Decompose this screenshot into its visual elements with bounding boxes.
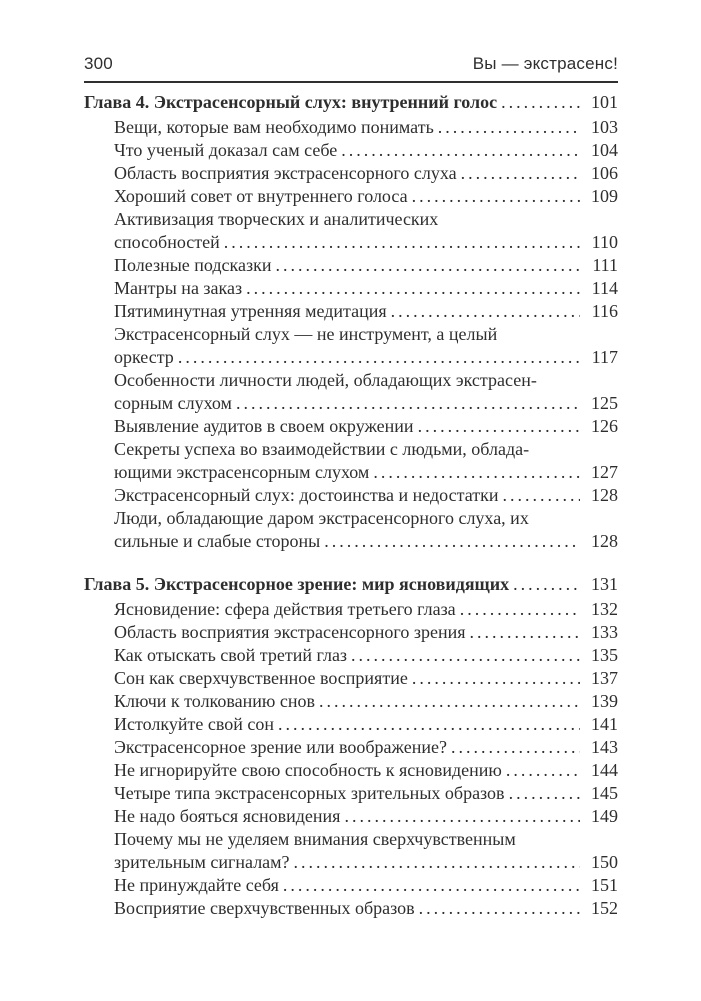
page-number: 143 (591, 737, 618, 757)
dot-leader (451, 736, 580, 759)
page-number: 126 (591, 416, 618, 436)
dot-leader (344, 805, 580, 828)
page-number: 125 (591, 393, 618, 413)
dot-leader (412, 667, 580, 690)
page-number: 149 (591, 806, 618, 826)
toc-entry (84, 116, 618, 139)
dot-leader (276, 254, 581, 277)
dot-leader (506, 759, 580, 782)
toc-entry (84, 162, 618, 185)
toc-title-text: Экстрасенсорное зрение или воображение? (114, 737, 447, 757)
toc-title-text: Люди, обладающие даром экстрасенсорного слуха, их (114, 508, 529, 528)
dot-leader (438, 116, 580, 139)
toc-entry-line (84, 713, 618, 736)
toc-entry (84, 277, 618, 300)
dot-leader (278, 713, 580, 736)
toc-entry (84, 759, 618, 782)
dot-leader (502, 484, 580, 507)
toc-title-text: Область восприятия экстрасенсорного слуха (114, 163, 457, 183)
page-number: 128 (591, 485, 618, 505)
header-running-title: Вы — экстрасенс! (472, 54, 618, 73)
toc-entry (84, 507, 618, 553)
toc-title-text: способностей (114, 232, 220, 252)
header-page-number: 300 (84, 54, 113, 73)
toc-entry (84, 713, 618, 736)
page-number: 101 (591, 92, 618, 112)
page-number: 133 (591, 622, 618, 642)
toc-title-text: ющими экстрасенсорным слухом (114, 462, 370, 482)
toc-entry (84, 208, 618, 254)
toc-title-text: зрительным сигналам? (114, 852, 290, 872)
dot-leader (178, 346, 580, 369)
page-number: 104 (591, 140, 618, 160)
toc-entry (84, 897, 618, 920)
page-header (84, 54, 618, 83)
toc-title-text: Как отыскать свой третий глаз (114, 645, 348, 665)
toc-entry (84, 690, 618, 713)
toc-entry (84, 805, 618, 828)
dot-leader (373, 461, 580, 484)
toc-title-text: Сон как сверхчувственное восприятие (114, 668, 408, 688)
toc-entry (84, 644, 618, 667)
toc-entry-line (84, 507, 618, 530)
toc-entry-line (84, 369, 618, 392)
page-number: 152 (591, 898, 618, 918)
toc-title-text: Не надо бояться ясновидения (114, 806, 341, 826)
toc-entry-line (84, 667, 618, 690)
toc-title-text: сильные и слабые стороны (114, 531, 321, 551)
dot-leader (324, 530, 580, 553)
dot-leader (461, 162, 580, 185)
toc-title-text: Не принуждайте себя (114, 875, 279, 895)
page-number: 117 (591, 347, 618, 367)
dot-leader (460, 598, 580, 621)
toc-entry (84, 323, 618, 369)
toc-title-text: Не игнорируйте свою способность к ясновидению (114, 760, 502, 780)
toc-title-text: Хороший совет от внутреннего голоса (114, 186, 408, 206)
page-number: 145 (591, 783, 618, 803)
toc-entry-line (84, 254, 618, 277)
toc-entry-line (84, 323, 618, 346)
toc-entry-line (84, 346, 618, 369)
dot-leader (391, 300, 580, 323)
page-number: 151 (591, 875, 618, 895)
page-number: 144 (591, 760, 618, 780)
page-number: 110 (591, 232, 618, 252)
toc-entry-line (84, 690, 618, 713)
toc-title-text: сорным слухом (114, 393, 232, 413)
dot-leader (509, 782, 580, 805)
toc-title-text: Особенности личности людей, обладающих экстрасен- (114, 370, 537, 390)
toc-title-text: Глава 4. Экстрасенсорный слух: внутренний голос (84, 92, 498, 112)
toc-entry (84, 254, 618, 277)
toc-entry (84, 736, 618, 759)
toc-chapter (84, 91, 618, 114)
toc-entry-line (84, 162, 618, 185)
dot-leader (470, 621, 580, 644)
toc-chapter-line (84, 91, 618, 114)
page-number: 109 (591, 186, 618, 206)
dot-leader (419, 897, 580, 920)
toc-entry (84, 667, 618, 690)
table-of-contents (84, 91, 618, 920)
page-number: 132 (591, 599, 618, 619)
toc-title-text: Пятиминутная утренняя медитация (114, 301, 387, 321)
dot-leader (418, 415, 580, 438)
toc-entry-line (84, 277, 618, 300)
toc-title-text: Выявление аудитов в своем окружении (114, 416, 414, 436)
toc-title-text: Мантры на заказ (114, 278, 243, 298)
toc-entry-line (84, 621, 618, 644)
toc-title-text: Ясновидение: сфера действия третьего глаза (114, 599, 456, 619)
page-number: 128 (591, 531, 618, 551)
toc-entry-line (84, 530, 618, 553)
toc-entry-line (84, 415, 618, 438)
toc-title-text: Секреты успеха во взаимодействии с людьми, облада- (114, 439, 530, 459)
page-number: 131 (591, 574, 618, 594)
toc-title-text: Экстрасенсорный слух: достоинства и недостатки (114, 485, 499, 505)
toc-entry (84, 369, 618, 415)
toc-title-text: Экстрасенсорный слух — не инструмент, а целый (114, 324, 498, 344)
toc-title-text: Четыре типа экстрасенсорных зрительных образов (114, 783, 505, 803)
toc-entry-line (84, 484, 618, 507)
dot-leader (351, 644, 580, 667)
toc-title-text: Почему мы не уделяем внимания сверхчувственным (114, 829, 516, 849)
toc-title-text: Что ученый доказал сам себе (114, 140, 338, 160)
toc-entry (84, 484, 618, 507)
toc-title-text: Активизация творческих и аналитических (114, 209, 439, 229)
page-number: 141 (591, 714, 618, 734)
dot-leader (513, 573, 580, 596)
dot-leader (246, 277, 580, 300)
toc-entry (84, 139, 618, 162)
toc-entry-line (84, 392, 618, 415)
page-number: 103 (591, 117, 618, 137)
toc-entry-line (84, 185, 618, 208)
toc-title-text: Полезные подсказки (114, 255, 272, 275)
toc-title-text: Истолкуйте свой сон (114, 714, 274, 734)
toc-entry-line (84, 231, 618, 254)
page-number: 116 (591, 301, 618, 321)
toc-entry-line (84, 438, 618, 461)
toc-title-text: Восприятие сверхчувственных образов (114, 898, 415, 918)
toc-entry-line (84, 644, 618, 667)
toc-entry-line (84, 736, 618, 759)
toc-title-text: Ключи к толкованию снов (114, 691, 315, 711)
page-number: 127 (591, 462, 618, 482)
dot-leader (294, 851, 580, 874)
toc-entry (84, 874, 618, 897)
toc-entry-line (84, 851, 618, 874)
toc-entry-line (84, 782, 618, 805)
toc-entry (84, 185, 618, 208)
toc-entry-line (84, 116, 618, 139)
toc-title-text: Глава 5. Экстрасенсорное зрение: мир ясновидящих (84, 574, 510, 594)
toc-entry-line (84, 461, 618, 484)
toc-entry-line (84, 805, 618, 828)
toc-entry-line (84, 874, 618, 897)
toc-title-text: Область восприятия экстрасенсорного зрения (114, 622, 466, 642)
dot-leader (224, 231, 580, 254)
dot-leader (341, 139, 580, 162)
toc-title-text: оркестр (114, 347, 174, 367)
toc-entry (84, 828, 618, 874)
dot-leader (236, 392, 580, 415)
toc-entry-line (84, 897, 618, 920)
toc-entry (84, 621, 618, 644)
toc-entry-line (84, 828, 618, 851)
page-number: 106 (591, 163, 618, 183)
page-number: 137 (591, 668, 618, 688)
toc-entry (84, 782, 618, 805)
page-number: 135 (591, 645, 618, 665)
toc-entry (84, 438, 618, 484)
page-number: 111 (592, 255, 618, 275)
page-number: 139 (591, 691, 618, 711)
toc-entry-line (84, 598, 618, 621)
dot-leader (501, 91, 580, 114)
toc-entry-line (84, 208, 618, 231)
toc-entry-line (84, 759, 618, 782)
dot-leader (319, 690, 580, 713)
toc-entry (84, 300, 618, 323)
dot-leader (412, 185, 580, 208)
toc-entry (84, 598, 618, 621)
toc-chapter (84, 573, 618, 596)
page-number: 114 (591, 278, 618, 298)
toc-title-text: Вещи, которые вам необходимо понимать (114, 117, 434, 137)
toc-entry-line (84, 300, 618, 323)
toc-section (84, 573, 618, 920)
page-number: 150 (591, 852, 618, 872)
toc-section (84, 91, 618, 553)
toc-entry (84, 415, 618, 438)
toc-entry-line (84, 139, 618, 162)
toc-chapter-line (84, 573, 618, 596)
dot-leader (283, 874, 580, 897)
